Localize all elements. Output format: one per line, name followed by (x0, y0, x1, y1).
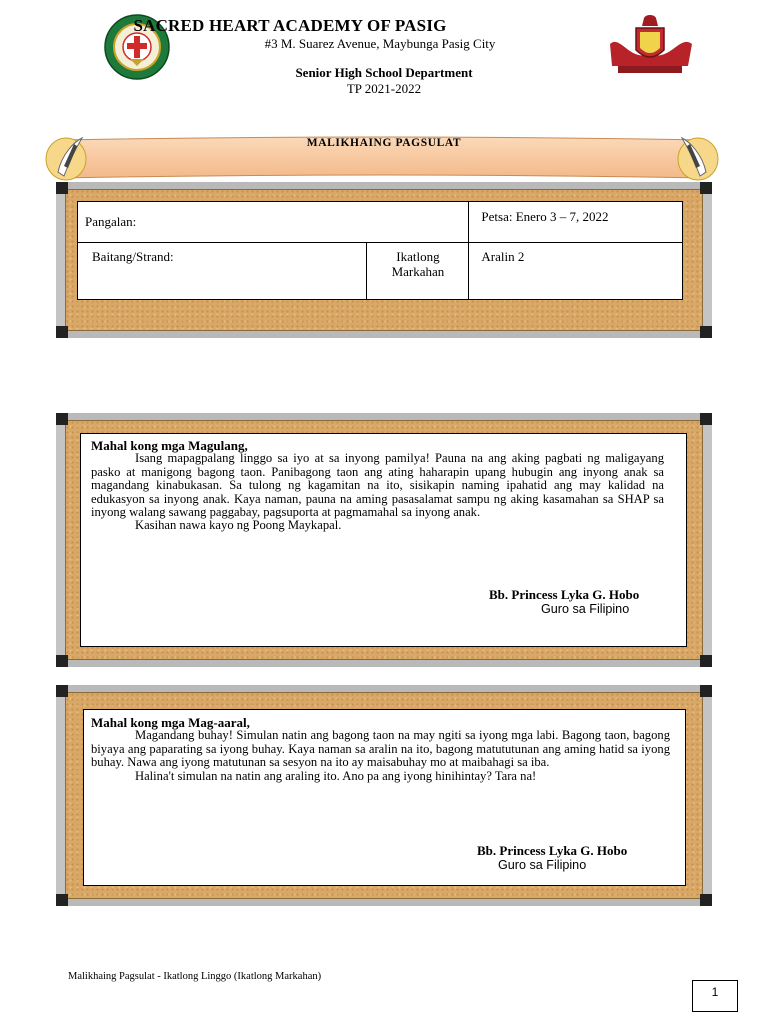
parents-letter (91, 439, 664, 533)
board-corner (700, 182, 712, 194)
students-letter-closing: Halina't simulan na natin ang araling ito. Ano pa ang iyong hinihintay? Tara na! (135, 768, 537, 783)
school-address: #3 M. Suarez Avenue, Maybunga Pasig City (264, 36, 496, 51)
board-corner (56, 655, 68, 667)
coat-of-arms-icon (600, 14, 700, 76)
board-corner (700, 894, 712, 906)
name-label: Pangalan: (85, 214, 137, 229)
parents-letter-closing: Kasihan nawa kayo ng Poong Maykapal. (135, 518, 342, 533)
school-name: SACRED HEART ACADEMY OF PASIG (133, 16, 447, 35)
board-corner (700, 326, 712, 338)
grade-strand-label: Baitang/Strand: (92, 249, 174, 264)
quarter-cell (367, 243, 469, 300)
date-cell (469, 202, 683, 243)
date-label: Petsa: Enero 3 – 7, 2022 (481, 209, 609, 224)
name-cell[interactable] (78, 202, 469, 243)
students-signatory: Bb. Princess Lyka G. Hobo (477, 843, 628, 858)
banner-title: MALIKHAING PAGSULAT (306, 137, 462, 149)
school-year: TP 2021-2022 (346, 81, 422, 96)
board-corner (56, 326, 68, 338)
board-corner (56, 413, 68, 425)
parents-letter-body: Isang mapagpalang linggo sa iyo at sa inyong pamilya! Pauna na ang aking pagbati ng maligayang pasko at manigong bagong taon. Panibagong taon ang ating haharapin upang hubugin ang inyong anak sa magandang kinabukasan. Sa tulong ng kagamitan na ito, sisikapin naming ipahatid ang may kalidad na edukasyon sa inyong anak. Kaya naman, pauna na aming pasasalamat sampu ng aking kasamahan sa SHAP sa inyong walang sawang paggabay, pagsuporta at pagmamahal sa inyong anak. (91, 451, 664, 520)
quarter-label: Ikatlong Markahan (391, 249, 445, 279)
parents-signatory: Bb. Princess Lyka G. Hobo (489, 587, 640, 602)
footer-text: Malikhaing Pagsulat - Ikatlong Linggo (Ikatlong Markahan) (68, 971, 322, 982)
parents-salutation: Mahal kong mga Magulang, (91, 438, 248, 453)
board-corner (700, 655, 712, 667)
students-letter (91, 716, 670, 783)
board-corner (56, 894, 68, 906)
info-table (77, 201, 683, 300)
students-salutation: Mahal kong mga Mag-aaral, (91, 715, 250, 730)
students-signatory-role: Guro sa Filipino (498, 858, 587, 872)
department-name: Senior High School Department (295, 65, 473, 80)
page-number: 1 (692, 980, 738, 1012)
board-corner (700, 413, 712, 425)
parents-signatory-role: Guro sa Filipino (541, 602, 630, 616)
lesson-label: Aralin 2 (481, 249, 525, 264)
lesson-cell (469, 243, 683, 300)
students-letter-body: Magandang buhay! Simulan natin ang bagong taon na may ngiti sa iyong mga labi. Bagong taon, bagong biyaya ang paparating sa iyong buhay. Kaya naman sa aralin na ito, bagong matututunan ang aming hatid sa iyong buhay. Nawa ang iyong matutunan sa sesyon na ito ay maisabuhay mo at maibahagi sa iba. (91, 728, 670, 770)
board-corner (700, 685, 712, 697)
board-corner (56, 685, 68, 697)
board-corner (56, 182, 68, 194)
grade-strand-cell[interactable] (78, 243, 367, 300)
